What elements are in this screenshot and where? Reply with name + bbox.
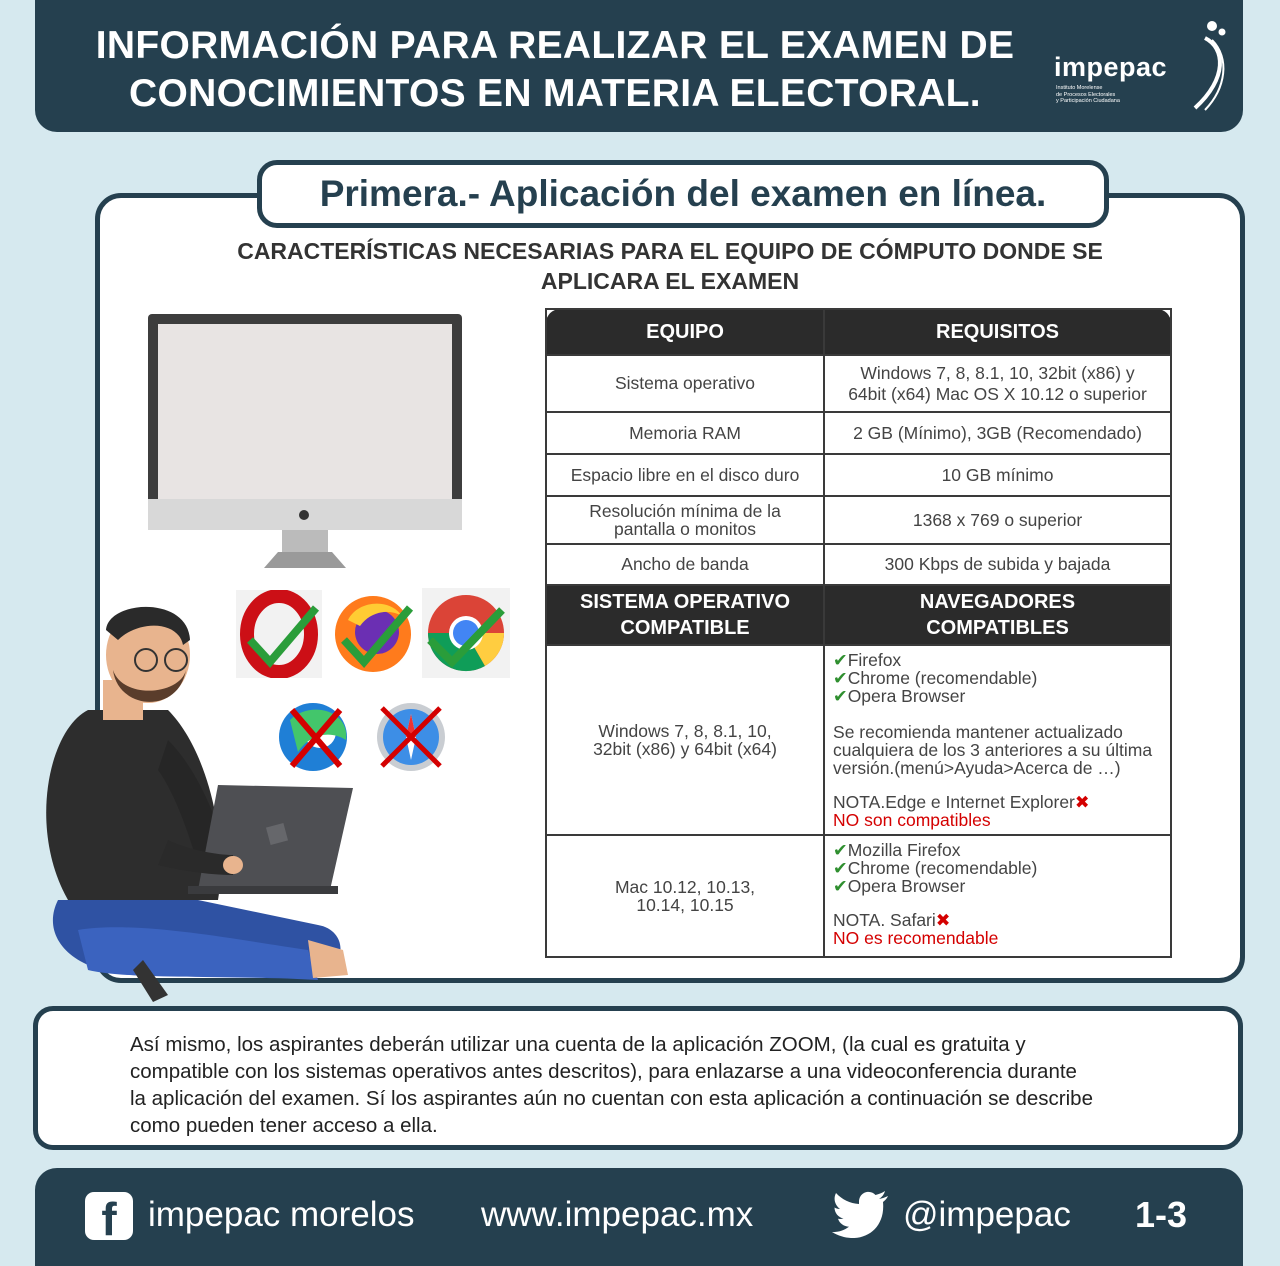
equipo-cell: Resolución mínima de la pantalla o monitos (546, 496, 824, 544)
footer-banner (35, 1168, 1243, 1266)
check-icon: ✔ (833, 650, 848, 670)
check-icon: ✔ (833, 858, 848, 878)
man-with-laptop-illustration (18, 600, 363, 1010)
page-number: 1-3 (1135, 1194, 1188, 1235)
monitor-illustration (146, 312, 466, 570)
note-warning: NO son compatibles (833, 810, 991, 830)
table-subheader-row (546, 585, 1171, 645)
header-sistema-operativo: SISTEMA OPERATIVO COMPATIBLE (546, 585, 824, 645)
chrome-icon (422, 588, 510, 678)
zoom-info-text: Así mismo, los aspirantes deberán utilizar una cuenta de la aplicación ZOOM, (la cual es gratuita y compatible con los sistemas operativos antes descritos), para enlazarse a una videoconferencia durante la aplicación del examen. Sí los aspirantes aún no cuentan con esta aplicación a continuación se describe como pueden tener acceso a ella. (130, 1033, 1093, 1137)
list-item: ✔Firefox (833, 650, 902, 670)
note-warning: NO es recomendable (833, 928, 999, 948)
check-icon: ✔ (833, 686, 848, 706)
equipo-cell: Espacio libre en el disco duro (546, 454, 824, 496)
requisito-cell: 2 GB (Mínimo), 3GB (Recomendado) (824, 412, 1171, 454)
header-requisitos: REQUISITOS (824, 309, 1171, 355)
zoom-info-card (33, 1006, 1243, 1150)
table-row (546, 496, 1171, 544)
header-navegadores: NAVEGADORES COMPATIBLES (824, 585, 1171, 645)
check-icon: ✔ (833, 840, 848, 860)
equipo-cell: Memoria RAM (546, 412, 824, 454)
table-row (546, 412, 1171, 454)
table-row (546, 454, 1171, 496)
list-item: ✔Opera Browser (833, 686, 966, 706)
browsers-mac-cell (824, 835, 1171, 957)
page-title: INFORMACIÓN PARA REALIZAR EL EXAMEN DE CONOCIMIENTOS EN MATERIA ELECTORAL. (95, 24, 1015, 115)
table-row (546, 544, 1171, 585)
requisito-cell: 1368 x 769 o superior (824, 496, 1171, 544)
safari-icon (370, 700, 452, 774)
table-header-row (546, 309, 1171, 355)
check-icon: ✔ (833, 876, 848, 896)
list-item: ✔Chrome (recomendable) (833, 668, 1038, 688)
cross-icon: ✖ (1074, 792, 1090, 812)
website-link[interactable]: www.impepac.mx (481, 1195, 754, 1234)
note-text: NOTA.Edge e Internet Explorer✖ (833, 792, 1090, 812)
twitter-icon (832, 1190, 890, 1238)
logo-subtitle: Instituto Morelense de Procesos Electorales y Participación Ciudadana (1056, 85, 1120, 104)
logo-wordmark: impepac (1054, 52, 1168, 82)
requirements-table (545, 308, 1172, 958)
note-text: NOTA. Safari✖ (833, 910, 951, 930)
twitter-link[interactable]: @impepac (903, 1195, 1071, 1234)
list-item: ✔Mozilla Firefox (833, 840, 961, 860)
facebook-link[interactable]: impepac morelos (148, 1195, 415, 1234)
facebook-icon: f (85, 1192, 133, 1240)
os-windows-cell: Windows 7, 8, 8.1, 10, 32bit (x86) y 64bit (x64) (546, 645, 824, 835)
list-item: ✔Opera Browser (833, 876, 966, 896)
table-row-windows (546, 645, 1171, 835)
recommendation-text: Se recomienda mantener actualizado cualquiera de los 3 anteriores a su última versión.(menú>Ayuda>Acerca de …) (833, 722, 1153, 778)
table-row (546, 355, 1171, 412)
requisito-cell: Windows 7, 8, 8.1, 10, 32bit (x86) y 64bit (x64) Mac OS X 10.12 o superior (824, 355, 1171, 412)
section-subtitle: CARACTERÍSTICAS NECESARIAS PARA EL EQUIPO DE CÓMPUTO DONDE SE APLICARA EL EXAMEN (237, 238, 1103, 294)
requisito-cell: 10 GB mínimo (824, 454, 1171, 496)
equipo-cell: Sistema operativo (546, 355, 824, 412)
header-equipo: EQUIPO (546, 309, 824, 355)
requisito-cell: 300 Kbps de subida y bajada (824, 544, 1171, 585)
header-banner (35, 0, 1243, 132)
browsers-windows-cell (824, 645, 1171, 835)
equipo-cell: Ancho de banda (546, 544, 824, 585)
list-item: ✔Chrome (recomendable) (833, 858, 1038, 878)
table-row-mac (546, 835, 1171, 957)
section-title: Primera.- Aplicación del examen en línea. (257, 160, 1109, 228)
cross-icon: ✖ (935, 910, 951, 930)
check-icon: ✔ (833, 668, 848, 688)
impepac-logo (1050, 18, 1230, 118)
os-mac-cell: Mac 10.12, 10.13, 10.14, 10.15 (546, 835, 824, 957)
